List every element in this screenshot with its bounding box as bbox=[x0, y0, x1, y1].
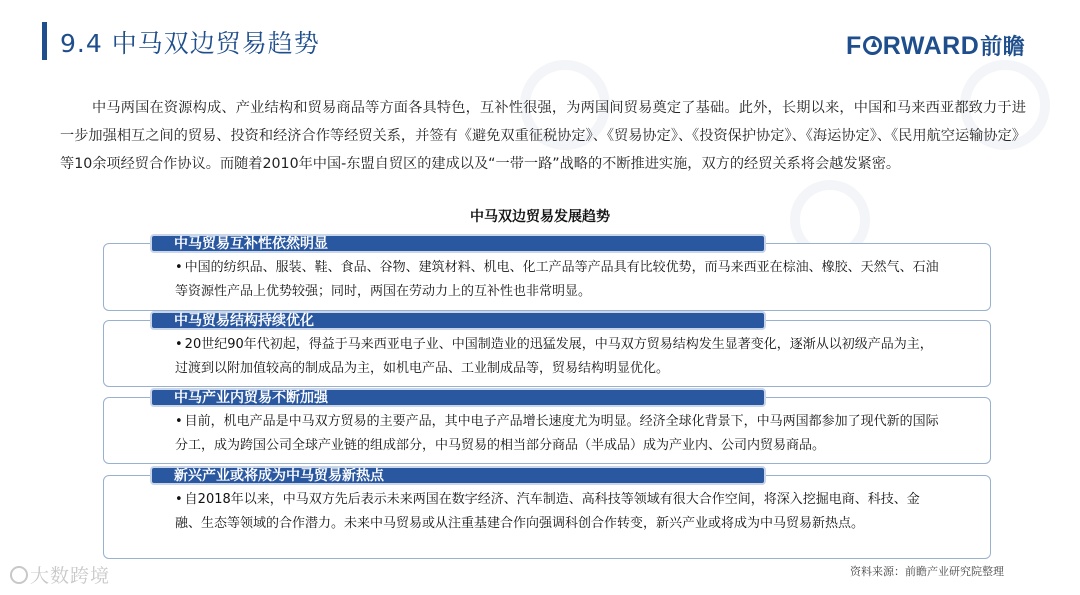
section-item bbox=[175, 256, 940, 304]
diagram-title: 中马双边贸易发展趋势 bbox=[470, 209, 610, 225]
bullet-icon: • bbox=[175, 260, 183, 275]
page-title: 9.4 中马双边贸易趋势 bbox=[60, 29, 320, 58]
bullet-icon: • bbox=[175, 414, 183, 429]
section-text: 自2018年以来，中马双方先后表示未来两国在数字经济、汽车制造、高科技等领域有很大合作空间，将深入挖掘电商、科技、金融、生态等领域的合作潜力。未来中马贸易或从注重基建合作向强调科创合作转变，新兴产业或将成为中马贸易新热点。 bbox=[175, 492, 920, 531]
section-heading-banner bbox=[150, 466, 766, 485]
section-item bbox=[175, 488, 940, 536]
bullet-icon: • bbox=[175, 492, 183, 507]
section-heading: 中马贸易互补性依然明显 bbox=[174, 236, 328, 252]
section-item bbox=[175, 333, 940, 381]
section-text: 中国的纺织品、服装、鞋、食品、谷物、建筑材料、机电、化工产品等产品具有比较优势，而马来西亚在棕油、橡胶、天然气、石油等资源性产品上优势较强；同时，两国在劳动力上的互补性也非常明显。 bbox=[175, 260, 939, 299]
watermark bbox=[10, 561, 110, 588]
logo-text-rest: RWARD bbox=[882, 32, 980, 60]
logo-o-icon bbox=[863, 36, 882, 55]
logo-text-cn: 前瞻 bbox=[980, 35, 1026, 60]
section-heading: 中马产业内贸易不断加强 bbox=[174, 390, 328, 406]
watermark-text: 大数跨境 bbox=[30, 565, 111, 587]
watermark-logo-icon bbox=[10, 566, 28, 584]
section-heading: 新兴产业或将成为中马贸易新热点 bbox=[174, 468, 384, 484]
forward-logo bbox=[846, 30, 1025, 61]
section-heading-banner bbox=[150, 388, 766, 407]
section-heading: 中马贸易结构持续优化 bbox=[174, 313, 314, 329]
section-text: 目前，机电产品是中马双方贸易的主要产品，其中电子产品增长速度尤为明显。经济全球化背景下，中马两国都参加了现代新的国际分工，成为跨国公司全球产业链的组成部分，中马贸易的相当部分商品（半成品）成为产业内、公司内贸易商品。 bbox=[175, 414, 939, 453]
title-accent-bar bbox=[42, 22, 47, 60]
bullet-icon: • bbox=[175, 337, 183, 352]
section-heading-banner bbox=[150, 234, 766, 253]
section-item bbox=[175, 410, 940, 458]
intro-paragraph: 中马两国在资源构成、产业结构和贸易商品等方面各具特色，互补性很强，为两国间贸易奠定了基础。此外，长期以来，中国和马来西亚都致力于进一步加强相互之间的贸易、投资和经济合作等经贸关系，并签有《避免双重征税协定》、《贸易协定》、《投资保护协定》、《海运协定》、《民用航空运输协定》等10余项经贸合作协议。而随着2010年中国-东盟自贸区的建成以及“一带一路”战略的不断推进实施，双方的经贸关系将会越发紧密。 bbox=[60, 100, 1026, 172]
section-heading-banner bbox=[150, 311, 766, 330]
logo-text-f: F bbox=[846, 32, 862, 60]
source-note: 资料来源：前瞻产业研究院整理 bbox=[850, 565, 1004, 578]
section-text: 20世纪90年代初起，得益于马来西亚电子业、中国制造业的迅猛发展，中马双方贸易结构发生显著变化，逐渐从以初级产品为主，过渡到以附加值较高的制成品为主，如机电产品、工业制成品等，贸易结构明显优化。 bbox=[175, 337, 933, 376]
